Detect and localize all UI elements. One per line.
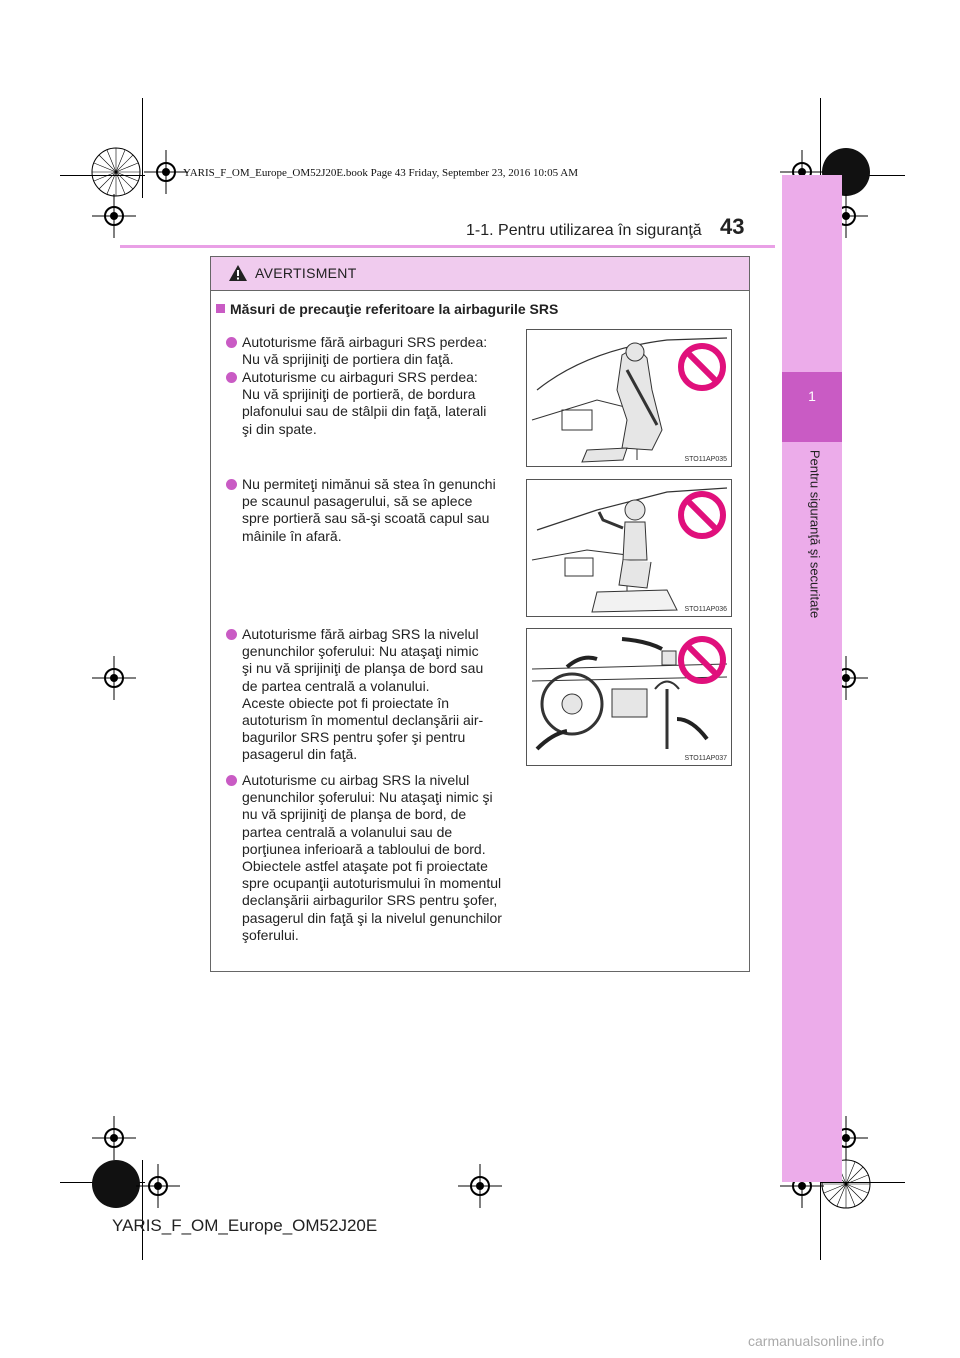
list-item: Autoturisme cu airbaguri SRS perdea: Nu vă sprijiniţi de portieră, de bordura plafonului sau de stâlpii din faţă, laterali şi din spate. (226, 369, 516, 438)
list-item: Autoturisme cu airbag SRS la nivelul genunchilor şoferului: Nu ataşaţi nimic şi nu vă sprijiniţi de planşa de bord, de partea centrală a volanului sau de porţiunea inferioară a tabloului de bord. Obiectele astfel ataşate pot fi proiectate spre ocupanţii autoturismului în momentul declanşării airbagurilor SRS pentru şofer, pasagerul din faţă şi la nivelul genunchilor şoferului. (226, 772, 516, 944)
bullet-dot-icon (226, 372, 237, 383)
figure-code: STO11AP035 (684, 456, 727, 463)
chapter-side-tab (782, 175, 842, 1182)
square-bullet-icon (216, 304, 225, 313)
illustration-dashboard-objects (526, 628, 732, 766)
registration-mark-icon (88, 190, 140, 242)
chapter-title: Pentru siguranţă şi securitate (807, 449, 823, 619)
registration-mark-icon (132, 1160, 184, 1212)
chapter-number: 1 (808, 388, 816, 404)
prohibition-icon (677, 490, 727, 540)
bullet-dot-icon (226, 629, 237, 640)
book-file-line: YARIS_F_OM_Europe_OM52J20E.book Page 43 Friday, September 23, 2016 10:05 AM (183, 167, 578, 179)
warning-header (211, 257, 749, 291)
list-item: Nu permiteţi nimănui să stea în genunchi pe scaunul pasagerului, să se aplece spre portieră sau să-şi scoată capul sau mâinile în afară. (226, 476, 516, 545)
list-item: Autoturisme fără airbag SRS la nivelul genunchilor şoferului: Nu ataşaţi nimic şi nu vă sprijiniţi de planşa de bord sau de partea centrală a volanului. Aceste obiecte pot fi proiectate în autoturism în momentul declanşării air- bagurilor SRS pentru şofer şi pentru pasagerul din faţă. (226, 626, 516, 764)
chapter-number-tab (782, 372, 842, 442)
page-number: 43 (720, 214, 745, 239)
illustration-leaning-on-door (526, 329, 732, 467)
registration-mark-icon (454, 1160, 506, 1212)
watermark: carmanualsonline.info (748, 1333, 885, 1349)
bullet-dot-icon (226, 479, 237, 490)
document-code: YARIS_F_OM_Europe_OM52J20E (112, 1216, 378, 1235)
section-heading: Măsuri de precauţie referitoare la airbagurile SRS (216, 301, 558, 317)
list-item: Autoturisme fără airbaguri SRS perdea: Nu vă sprijiniţi de portiera din faţă. (226, 334, 516, 368)
bullet-dot-icon (226, 337, 237, 348)
figure-code: STO11AP036 (684, 606, 727, 613)
registration-mark-icon (88, 652, 140, 704)
figure-code: STO11AP037 (684, 755, 727, 762)
prohibition-icon (677, 635, 727, 685)
bullet-dot-icon (226, 775, 237, 786)
warning-label: AVERTISMENT (255, 265, 357, 281)
prohibition-icon (677, 342, 727, 392)
header-rule (120, 245, 775, 248)
registration-mark-icon (88, 1112, 140, 1164)
section-title: 1-1. Pentru utilizarea în siguranţă (466, 222, 702, 239)
warning-triangle-icon (228, 264, 248, 282)
illustration-kneeling-on-seat (526, 479, 732, 617)
